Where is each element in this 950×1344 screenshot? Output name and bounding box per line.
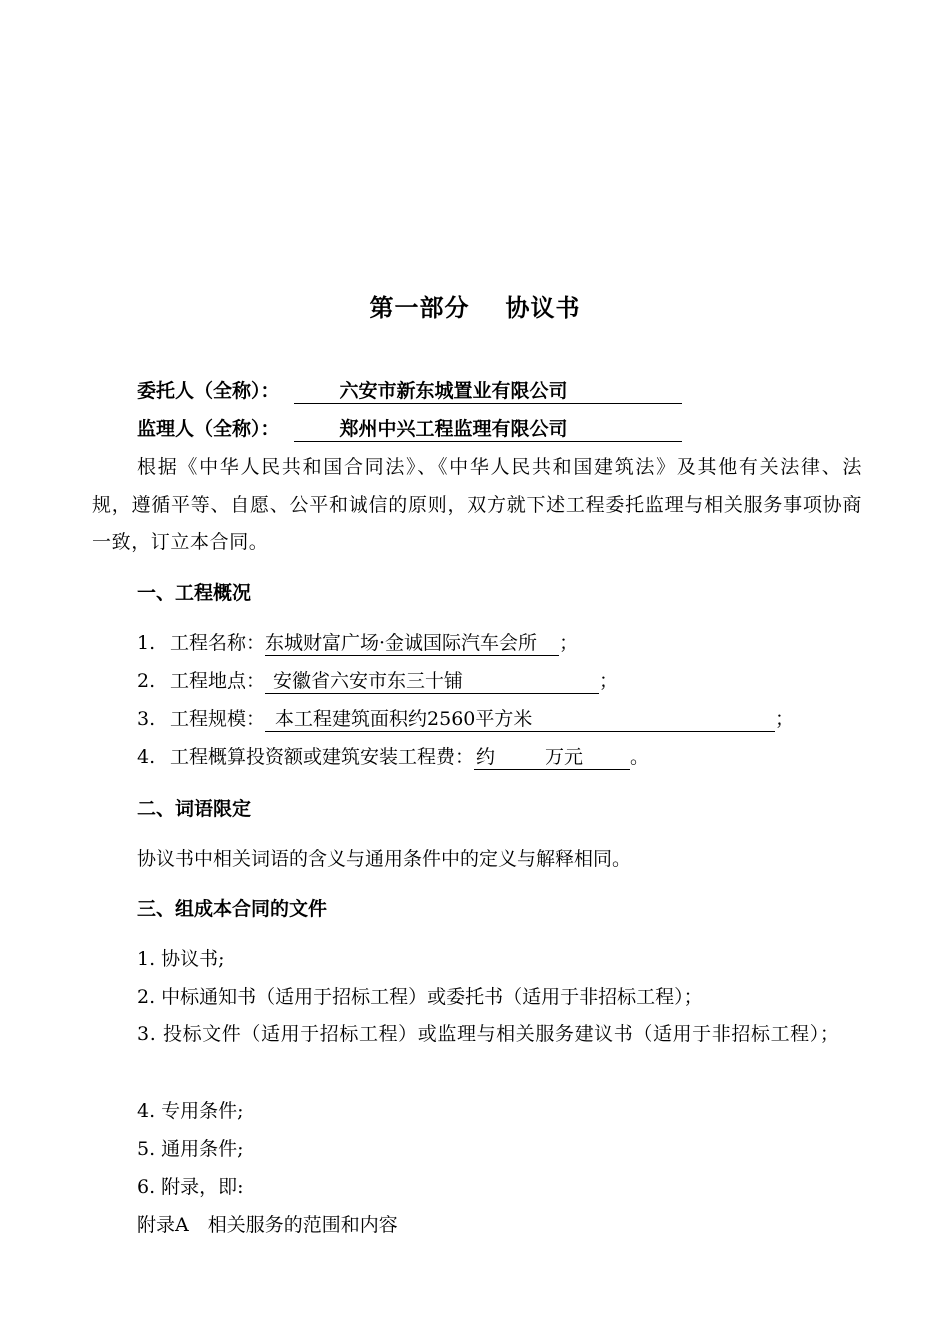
item-number: 2. <box>137 670 156 692</box>
client-value: 六安市新东城置业有限公司 <box>294 379 682 404</box>
item-end: ； <box>559 632 579 654</box>
investment-prefix: 约 <box>476 746 496 768</box>
item-number: 4. <box>137 746 156 768</box>
project-location-value: 安徽省六安市东三十铺 <box>265 669 599 694</box>
title-part: 第一部分 <box>369 293 470 322</box>
document-list-item: 2. 中标通知书（适用于招标工程）或委托书（适用于非招标工程）； <box>137 986 703 1008</box>
intro-paragraph: 根据《中华人民共和国合同法》、《中华人民共和国建筑法》及其他有关法律、法规，遵循平等、自愿、公平和诚信的原则，双方就下述工程委托监理与相关服务事项协商一致，订立本合同。 <box>92 456 862 553</box>
section3-heading: 三、组成本合同的文件 <box>137 898 328 920</box>
project-scale-item <box>137 706 794 732</box>
appendix-a-item: 附录A 相关服务的范围和内容 <box>137 1214 398 1236</box>
project-name-item <box>137 630 578 656</box>
section1-heading: 一、工程概况 <box>137 582 252 604</box>
item-number: 1. <box>137 632 156 654</box>
project-investment-value <box>474 745 630 770</box>
investment-unit: 万元 <box>545 746 584 768</box>
section2-text: 协议书中相关词语的含义与通用条件中的定义与解释相同。 <box>137 848 632 870</box>
document-list-item: 1. 协议书; <box>137 948 225 970</box>
document-list-item: 4. 专用条件; <box>137 1100 244 1122</box>
supervisor-line <box>137 416 682 442</box>
supervisor-label: 监理人（全称）： <box>137 418 280 440</box>
item-label: 工程概算投资额或建筑安装工程费： <box>170 746 475 768</box>
item-number: 3. <box>137 708 156 730</box>
item-label: 工程地点： <box>170 670 266 692</box>
project-location-item <box>137 668 618 694</box>
section2-heading: 二、词语限定 <box>137 798 252 820</box>
document-list-item: 6. 附录，即: <box>137 1176 244 1198</box>
project-scale-value: 本工程建筑面积约2560平方米 <box>265 707 775 732</box>
item-label: 工程名称： <box>170 632 266 654</box>
supervisor-value: 郑州中兴工程监理有限公司 <box>294 417 682 442</box>
item-end: ； <box>775 708 795 730</box>
client-line <box>137 378 682 404</box>
document-list-item: 3. 投标文件（适用于招标工程）或监理与相关服务建议书（适用于非招标工程）； <box>137 1023 840 1045</box>
item-end: 。 <box>630 746 650 768</box>
page-title <box>0 288 950 323</box>
project-investment-item <box>137 744 649 770</box>
item-end: ； <box>599 670 619 692</box>
title-name: 协议书 <box>505 293 581 322</box>
document-list-item: 5. 通用条件; <box>137 1138 244 1160</box>
project-name-value: 东城财富广场·金诚国际汽车会所 <box>265 631 559 656</box>
client-label: 委托人（全称）： <box>137 380 280 402</box>
item-label: 工程规模： <box>170 708 266 730</box>
